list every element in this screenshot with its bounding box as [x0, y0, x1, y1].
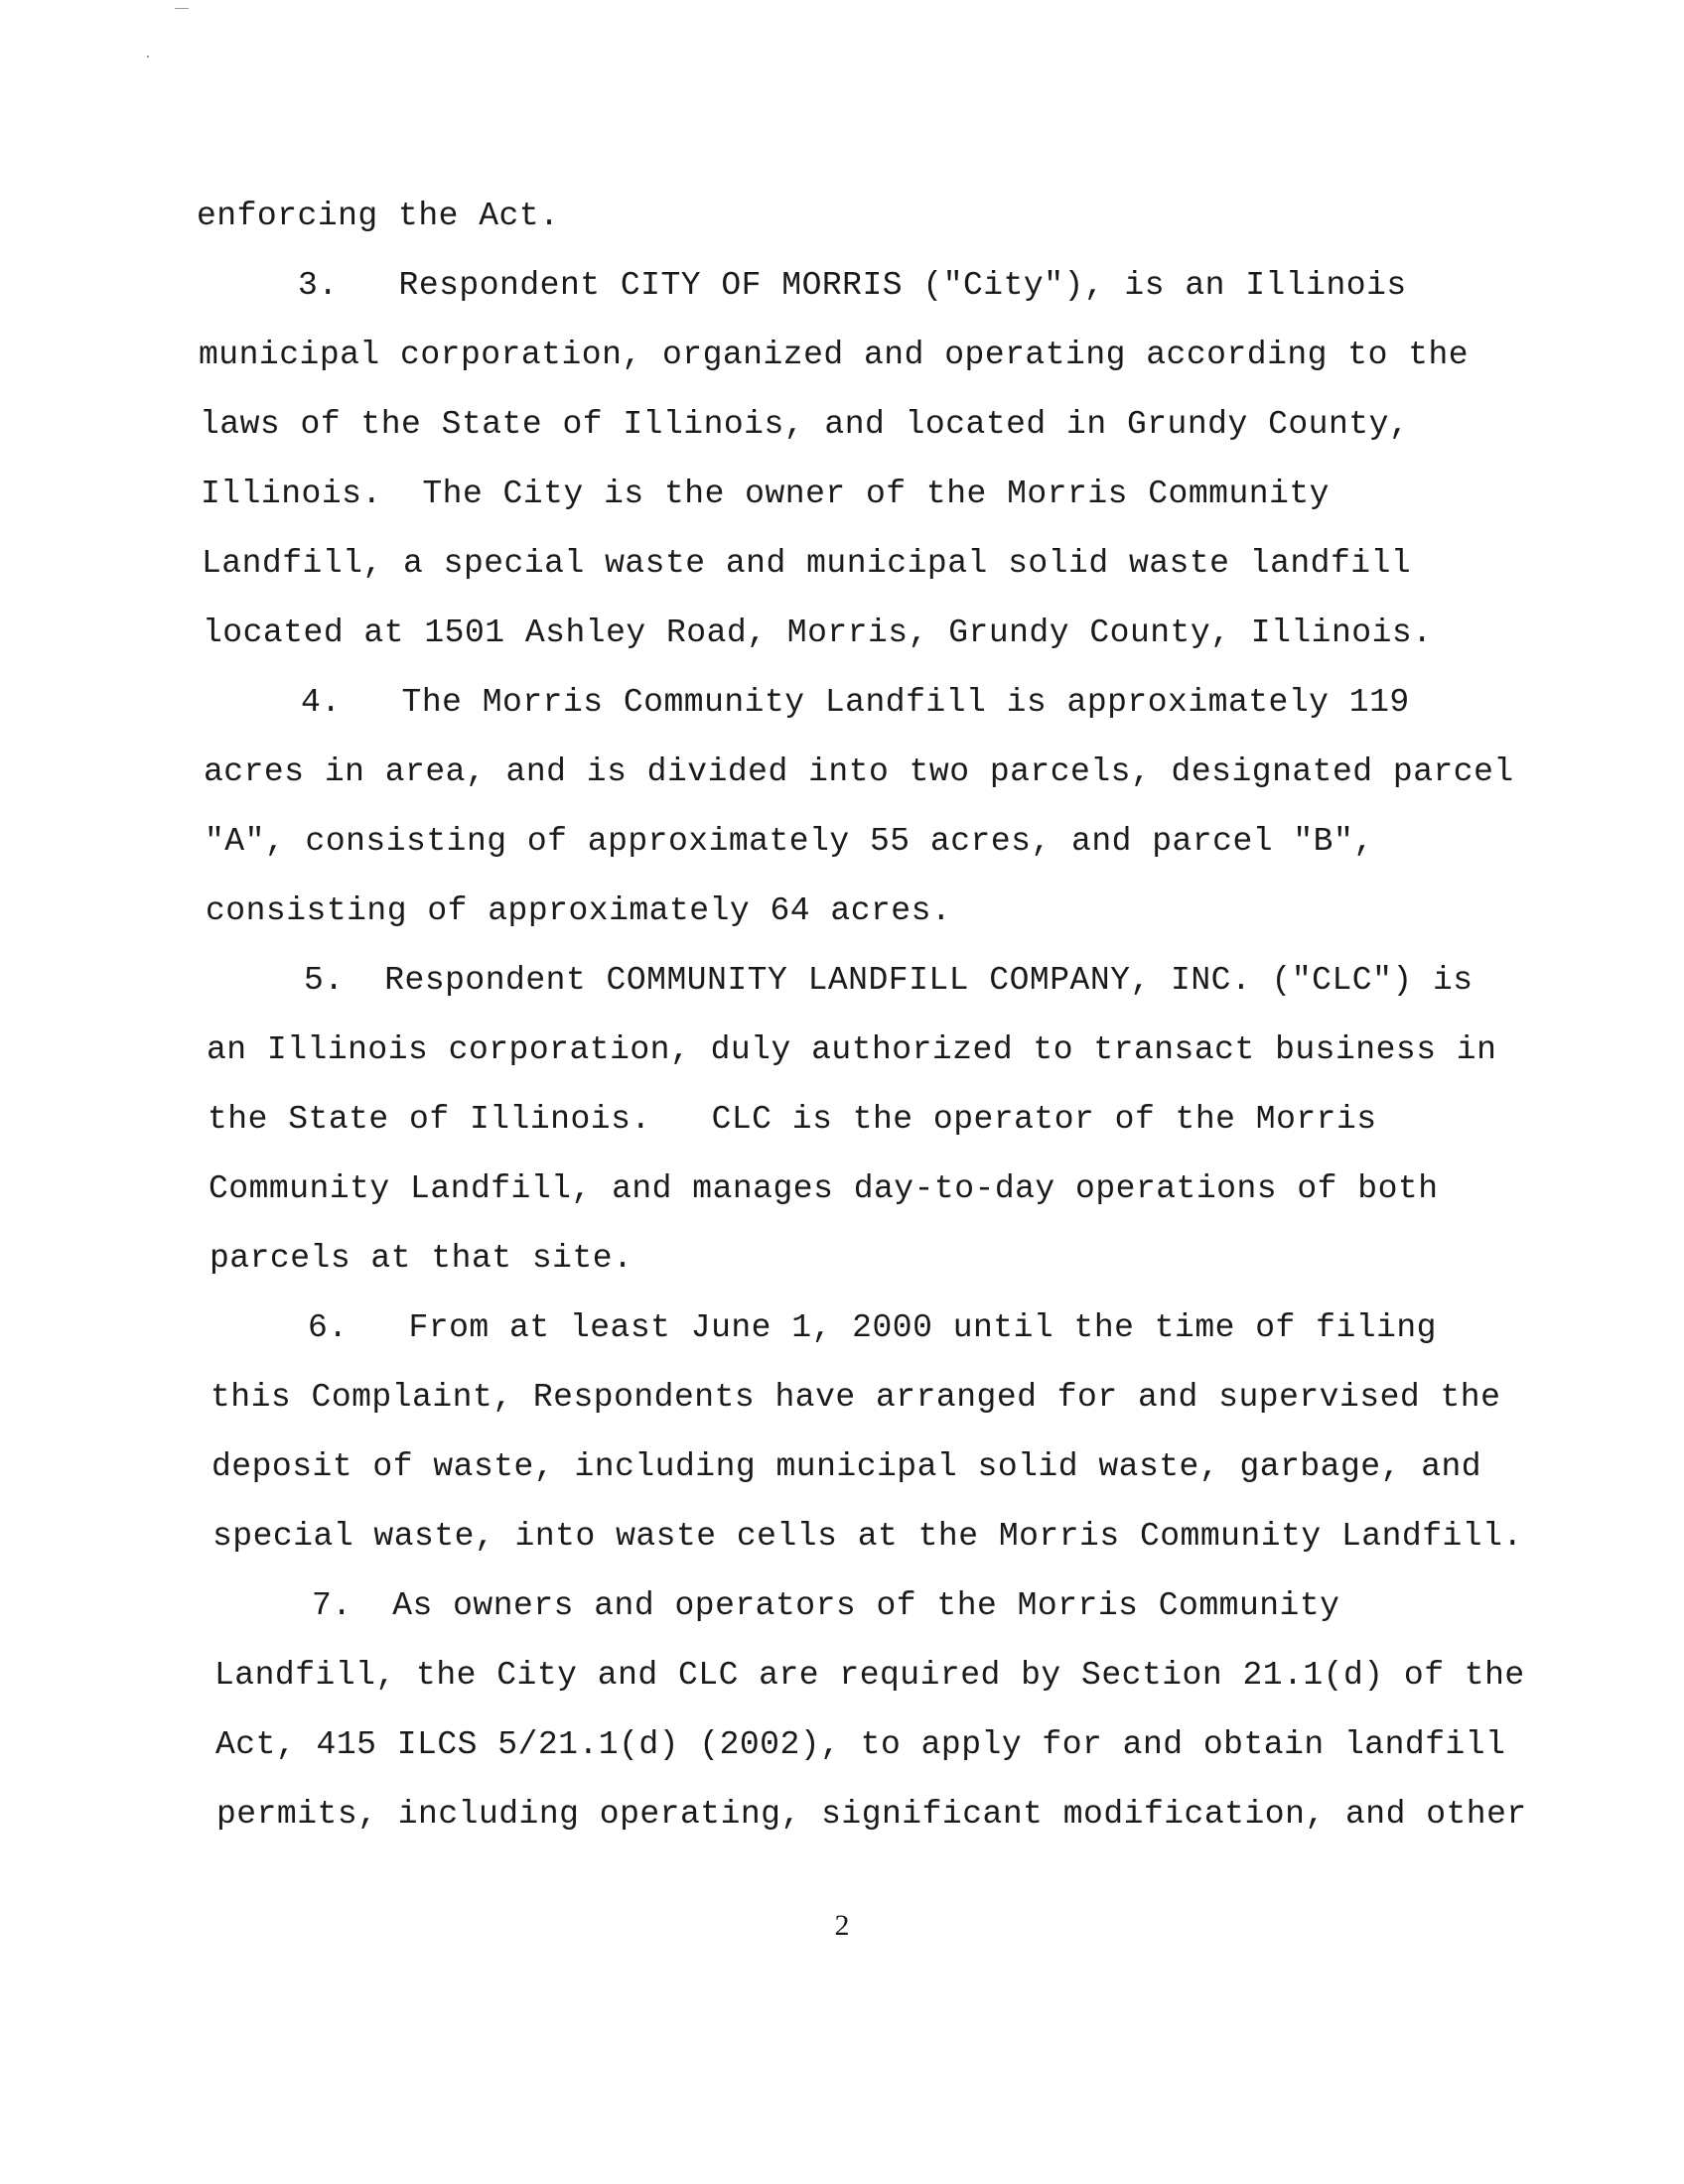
text-line: municipal corporation, organized and operating according to the: [199, 337, 1470, 373]
scan-speck: [147, 56, 149, 58]
text-line: "A", consisting of approximately 55 acres, and parcel "B",: [205, 823, 1374, 860]
text-line: an Illinois corporation, duly authorized to transact business in: [207, 1031, 1497, 1068]
text-line: Illinois. The City is the owner of the Morris Community: [201, 476, 1330, 512]
text-line: enforcing the Act.: [197, 198, 560, 234]
text-line: 5. Respondent COMMUNITY LANDFILL COMPANY, INC. ("CLC") is: [304, 962, 1474, 999]
scan-speck: [175, 8, 189, 9]
text-line: acres in area, and is divided into two parcels, designated parcel: [204, 753, 1514, 790]
text-line: located at 1501 Ashley Road, Morris, Grundy County, Illinois.: [203, 614, 1433, 651]
text-line: 3. Respondent CITY OF MORRIS ("City"), is an Illinois: [298, 267, 1407, 304]
page-number: 2: [834, 1909, 850, 1942]
text-line: deposit of waste, including municipal solid waste, garbage, and: [211, 1448, 1482, 1485]
text-line: consisting of approximately 64 acres.: [206, 892, 952, 929]
text-line: 7. As owners and operators of the Morris Community: [312, 1587, 1340, 1624]
text-line: Act, 415 ILCS 5/21.1(d) (2002), to apply for and obtain landfill: [215, 1726, 1506, 1763]
text-line: parcels at that site.: [210, 1240, 633, 1277]
text-line: 6. From at least June 1, 2000 until the time of filing: [308, 1309, 1437, 1346]
text-line: this Complaint, Respondents have arranged for and supervised the: [210, 1379, 1501, 1416]
text-line: laws of the State of Illinois, and located in Grundy County,: [200, 406, 1410, 443]
text-line: Landfill, a special waste and municipal solid waste landfill: [202, 545, 1412, 582]
text-line: special waste, into waste cells at the Morris Community Landfill.: [212, 1518, 1523, 1555]
text-line: 4. The Morris Community Landfill is approximately 119: [301, 684, 1410, 721]
text-line: Landfill, the City and CLC are required by Section 21.1(d) of the: [214, 1657, 1525, 1694]
text-line: Community Landfill, and manages day-to-day operations of both: [209, 1170, 1439, 1207]
text-line: the State of Illinois. CLC is the operator of the Morris: [208, 1101, 1377, 1138]
text-line: permits, including operating, significant modification, and other: [216, 1796, 1527, 1833]
